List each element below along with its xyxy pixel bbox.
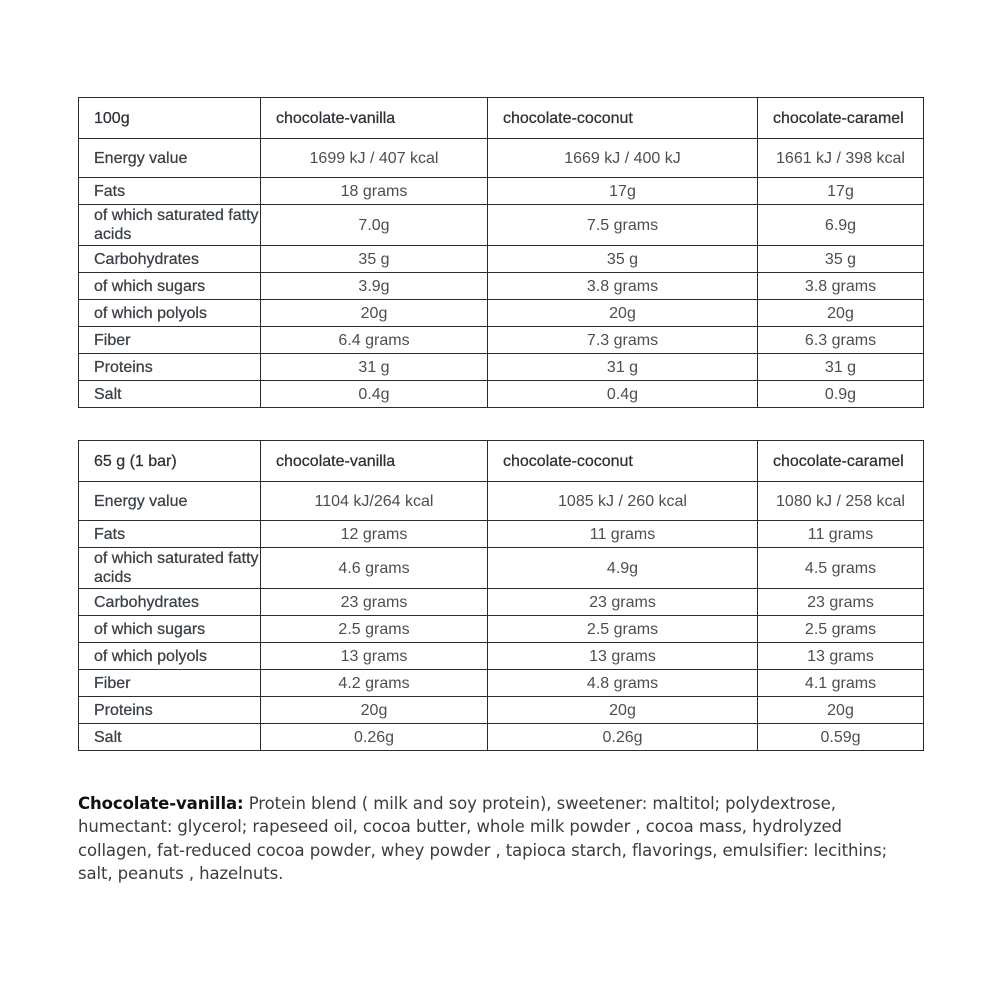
cell-value: 20g <box>261 697 488 724</box>
cell-value: 1699 kJ / 407 kcal <box>261 139 488 178</box>
row-label: Salt <box>79 724 261 751</box>
cell-value: 20g <box>758 300 924 327</box>
cell-value: 4.8 grams <box>488 670 758 697</box>
cell-value: 20g <box>261 300 488 327</box>
cell-value: 0.9g <box>758 381 924 408</box>
cell-value: 13 grams <box>261 643 488 670</box>
row-label: Carbohydrates <box>79 246 261 273</box>
cell-value: 17g <box>488 178 758 205</box>
nutrition-table-per-bar <box>78 440 924 751</box>
table-row <box>79 521 924 548</box>
cell-value: 7.5 grams <box>488 205 758 246</box>
cell-value: 0.59g <box>758 724 924 751</box>
table-row <box>79 246 924 273</box>
table-row <box>79 300 924 327</box>
row-label: Carbohydrates <box>79 589 261 616</box>
table-row <box>79 548 924 589</box>
row-label: Salt <box>79 381 261 408</box>
table-row <box>79 205 924 246</box>
ingredients-paragraph <box>78 792 918 886</box>
cell-value: 3.8 grams <box>758 273 924 300</box>
row-label: Energy value <box>79 139 261 178</box>
row-label: of which saturated fatty acids <box>79 548 261 589</box>
product-header: chocolate-coconut <box>488 441 758 482</box>
nutrition-table-100g <box>78 97 924 408</box>
cell-value: 23 grams <box>488 589 758 616</box>
product-header: chocolate-vanilla <box>261 98 488 139</box>
cell-value: 7.0g <box>261 205 488 246</box>
table-row <box>79 178 924 205</box>
cell-value: 2.5 grams <box>261 616 488 643</box>
cell-value: 4.1 grams <box>758 670 924 697</box>
cell-value: 20g <box>488 300 758 327</box>
row-label: Fiber <box>79 327 261 354</box>
cell-value: 4.6 grams <box>261 548 488 589</box>
table-row <box>79 354 924 381</box>
cell-value: 1080 kJ / 258 kcal <box>758 482 924 521</box>
cell-value: 3.8 grams <box>488 273 758 300</box>
row-label: Proteins <box>79 697 261 724</box>
cell-value: 4.5 grams <box>758 548 924 589</box>
cell-value: 35 g <box>488 246 758 273</box>
table-row <box>79 482 924 521</box>
cell-value: 11 grams <box>758 521 924 548</box>
cell-value: 35 g <box>758 246 924 273</box>
cell-value: 4.2 grams <box>261 670 488 697</box>
table-row <box>79 381 924 408</box>
product-header: chocolate-vanilla <box>261 441 488 482</box>
table-header-row <box>79 98 924 139</box>
cell-value: 31 g <box>758 354 924 381</box>
cell-value: 1104 kJ/264 kcal <box>261 482 488 521</box>
row-label: of which polyols <box>79 643 261 670</box>
table-row <box>79 616 924 643</box>
cell-value: 0.26g <box>261 724 488 751</box>
cell-value: 23 grams <box>261 589 488 616</box>
table-row <box>79 670 924 697</box>
cell-value: 6.3 grams <box>758 327 924 354</box>
cell-value: 2.5 grams <box>758 616 924 643</box>
row-label: Fats <box>79 178 261 205</box>
row-label: Fiber <box>79 670 261 697</box>
table-row <box>79 643 924 670</box>
cell-value: 35 g <box>261 246 488 273</box>
cell-value: 0.4g <box>488 381 758 408</box>
cell-value: 31 g <box>488 354 758 381</box>
cell-value: 6.4 grams <box>261 327 488 354</box>
cell-value: 0.26g <box>488 724 758 751</box>
table-row <box>79 327 924 354</box>
cell-value: 7.3 grams <box>488 327 758 354</box>
cell-value: 1669 kJ / 400 kJ <box>488 139 758 178</box>
table-header-row <box>79 441 924 482</box>
row-label: of which sugars <box>79 273 261 300</box>
ingredients-text: Protein blend ( milk and soy protein), sweetener: maltitol; polydextrose, humectant: glycerol; rapeseed oil, cocoa butter, whole milk powder , cocoa mass, hydrolyzed collagen, fat-reduced cocoa powder, whey powder , tapioca starch, flavorings, emulsifier: lecithins; salt, peanuts , hazelnuts. <box>78 793 888 883</box>
cell-value: 3.9g <box>261 273 488 300</box>
cell-value: 2.5 grams <box>488 616 758 643</box>
row-label: Proteins <box>79 354 261 381</box>
cell-value: 31 g <box>261 354 488 381</box>
table-row <box>79 589 924 616</box>
cell-value: 11 grams <box>488 521 758 548</box>
row-label: Energy value <box>79 482 261 521</box>
cell-value: 1085 kJ / 260 kcal <box>488 482 758 521</box>
cell-value: 13 grams <box>758 643 924 670</box>
table-row <box>79 273 924 300</box>
row-label: Fats <box>79 521 261 548</box>
table-row <box>79 724 924 751</box>
cell-value: 20g <box>488 697 758 724</box>
row-label: of which sugars <box>79 616 261 643</box>
product-header: chocolate-caramel <box>758 98 924 139</box>
row-label: of which polyols <box>79 300 261 327</box>
cell-value: 0.4g <box>261 381 488 408</box>
cell-value: 1661 kJ / 398 kcal <box>758 139 924 178</box>
basis-label: 100g <box>79 98 261 139</box>
product-header: chocolate-coconut <box>488 98 758 139</box>
table-row <box>79 697 924 724</box>
cell-value: 4.9g <box>488 548 758 589</box>
cell-value: 20g <box>758 697 924 724</box>
ingredients-title: Chocolate-vanilla: <box>78 793 244 813</box>
basis-label: 65 g (1 bar) <box>79 441 261 482</box>
cell-value: 12 grams <box>261 521 488 548</box>
cell-value: 18 grams <box>261 178 488 205</box>
cell-value: 17g <box>758 178 924 205</box>
table-row <box>79 139 924 178</box>
product-header: chocolate-caramel <box>758 441 924 482</box>
cell-value: 13 grams <box>488 643 758 670</box>
cell-value: 23 grams <box>758 589 924 616</box>
cell-value: 6.9g <box>758 205 924 246</box>
row-label: of which saturated fatty acids <box>79 205 261 246</box>
